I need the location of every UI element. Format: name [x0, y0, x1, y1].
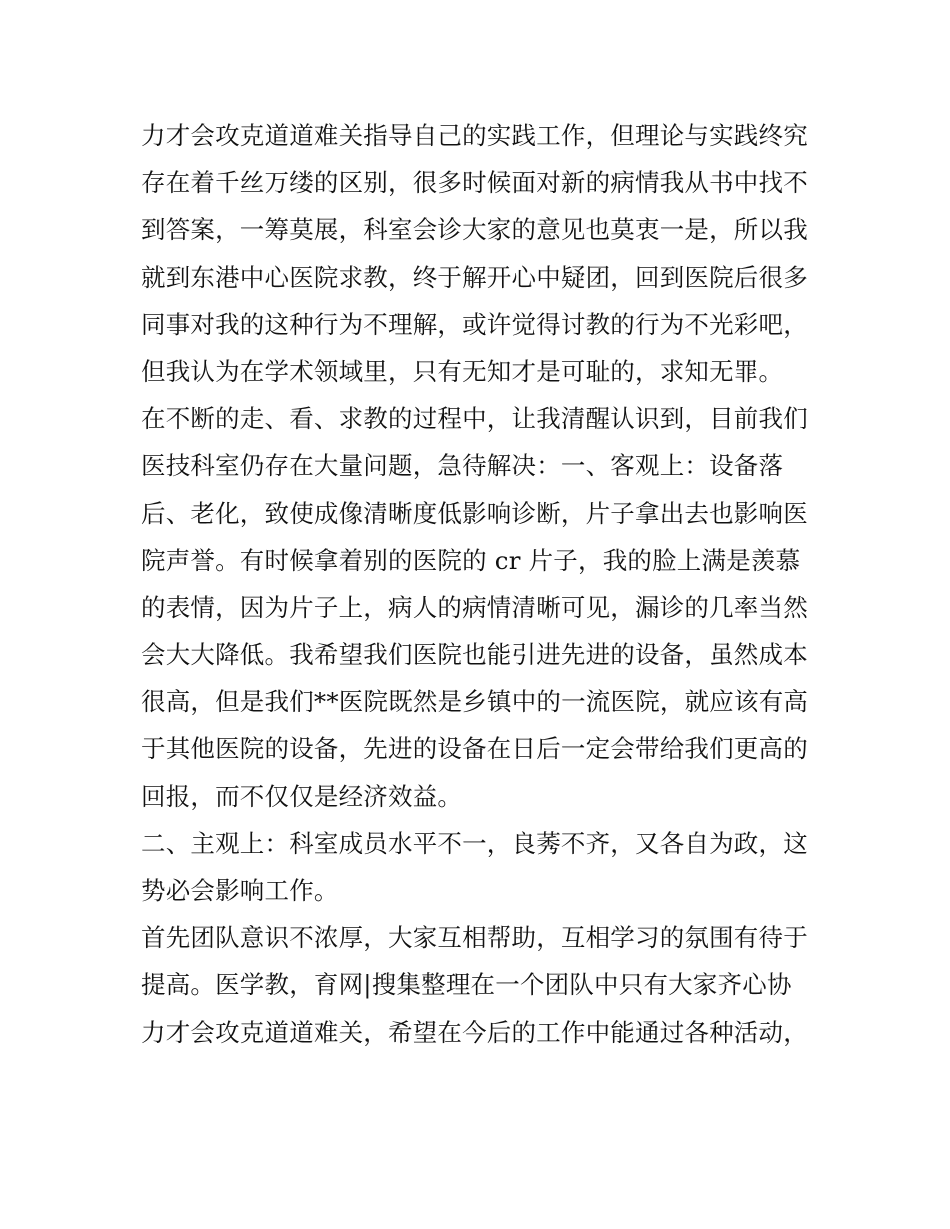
- text-line: 会大大降低。我希望我们医院也能引进先进的设备，虽然成本: [141, 640, 808, 670]
- text-line: 院声誉。有时候拿着别的医院的 cr 片子，我的脸上满是羡慕: [141, 545, 801, 575]
- text-line: 势必会影响工作。: [141, 876, 339, 905]
- text-line: 回报，而不仅仅是经济效益。: [141, 781, 463, 811]
- text-line: 医技科室仍存在大量问题，急待解决：一、客观上：设备落: [141, 451, 784, 481]
- text-line: 后、老化，致使成像清晰度低影响诊断，片子拿出去也影响医: [141, 498, 808, 528]
- text-line: 到答案，一筹莫展，科室会诊大家的意见也莫衷一是，所以我: [141, 215, 808, 245]
- text-line: 的表情，因为片子上，病人的病情清晰可见，漏诊的几率当然: [141, 592, 808, 622]
- text-line: 同事对我的这种行为不理解，或许觉得讨教的行为不光彩吧，: [141, 309, 808, 339]
- text-line: 首先团队意识不浓厚，大家互相帮助，互相学习的氛围有待于: [141, 923, 808, 953]
- text-line: 二、主观上：科室成员水平不一，良莠不齐，又各自为政，这: [141, 828, 808, 858]
- text-line: 力才会攻克道道难关，希望在今后的工作中能通过各种活动，: [141, 1017, 808, 1047]
- text-line: 就到东港中心医院求教，终于解开心中疑团，回到医院后很多: [141, 262, 808, 292]
- text-line: 提高。医学教，育网|搜集整理在一个团队中只有大家齐心协: [141, 970, 792, 1000]
- text-line: 存在着千丝万缕的区别，很多时候面对新的病情我从书中找不: [141, 168, 808, 198]
- text-line: 力才会攻克道道难关指导自己的实践工作，但理论与实践终究: [141, 121, 808, 150]
- text-line: 很高，但是我们**医院既然是乡镇中的一流医院，就应该有高: [141, 687, 809, 717]
- body-text: [141, 112, 821, 1056]
- text-line: 在不断的走、看、求教的过程中，让我清醒认识到，目前我们: [141, 404, 808, 434]
- text-line: 但我认为在学术领域里，只有无知才是可耻的，求知无罪。: [141, 356, 784, 386]
- text-line: 于其他医院的设备，先进的设备在日后一定会带给我们更高的: [141, 734, 808, 764]
